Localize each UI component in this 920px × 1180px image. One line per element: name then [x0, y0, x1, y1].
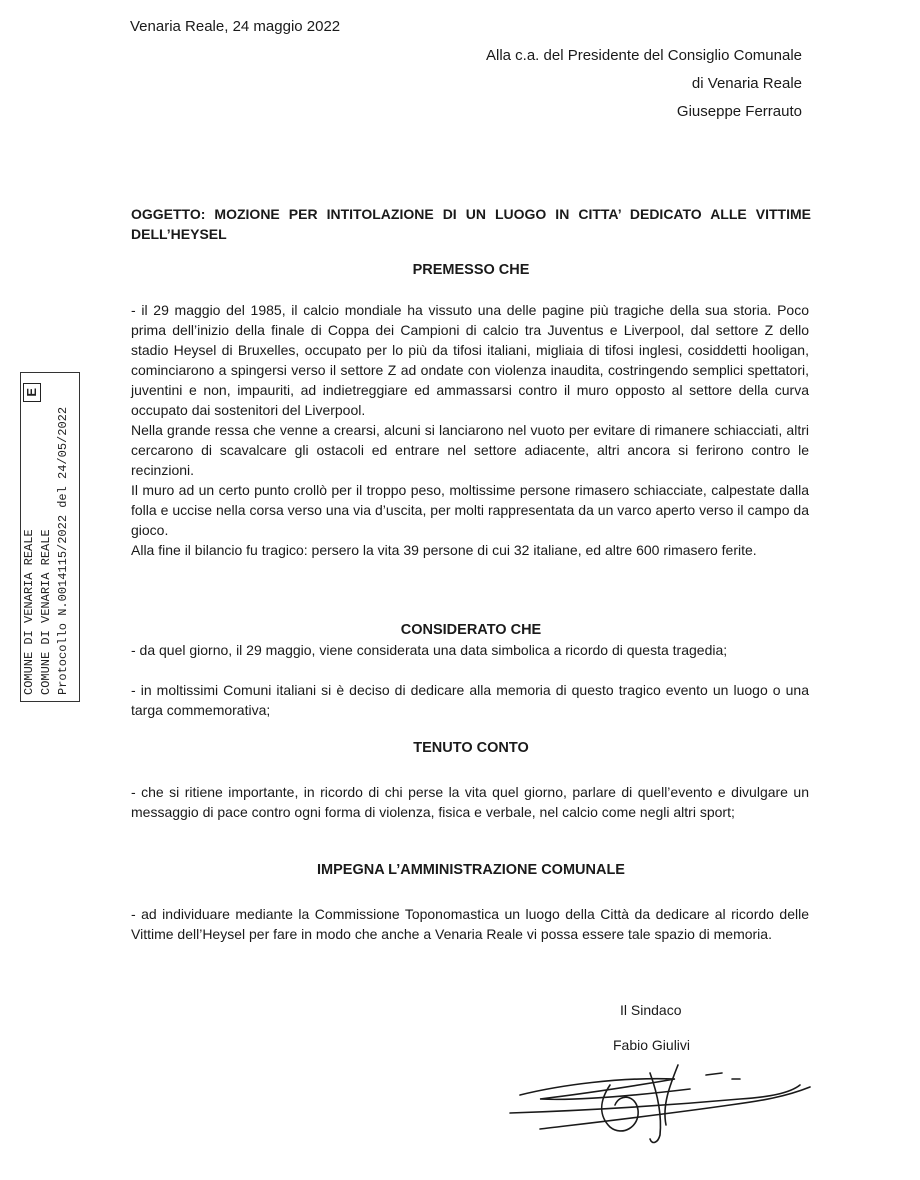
- signature-scribble: [500, 1055, 820, 1150]
- subject-line: OGGETTO: MOZIONE PER INTITOLAZIONE DI UN LUOGO IN CITTA’ DEDICATO ALLE VITTIME DELL’HEYSEL: [131, 206, 811, 242]
- paragraph: - che si ritiene importante, in ricordo di chi perse la vita quel giorno, parlare di quell’evento e divulgare un messaggio di pace contro ogni forma di violenza, fisica e verbale, nel calcio come negli altri sport;: [131, 784, 809, 820]
- paragraph: Alla fine il bilancio fu tragico: persero la vita 39 persone di cui 32 italiane, ed altre 600 rimasero ferite.: [131, 542, 757, 558]
- stamp-code: E: [23, 383, 41, 402]
- paragraph: Il muro ad un certo punto crollò per il troppo peso, moltissime persone rimasero schiacciate, calpestate dalla folla e uccise nella corsa verso una via d’uscita, per molti rappresentata da un varco aperto verso il campo da gioco.: [131, 482, 809, 538]
- recipient-line: Alla c.a. del Presidente del Consiglio Comunale: [485, 47, 802, 64]
- section-body-premesso: [131, 300, 809, 560]
- date-line: Venaria Reale, 24 maggio 2022: [130, 18, 341, 35]
- paragraph: - il 29 maggio del 1985, il calcio mondiale ha vissuto una delle pagine più tragiche della sua storia. Poco prima dell’inizio della finale di Coppa dei Campioni di calcio tra Juventus e Liverpool, dal settore Z dello stadio Heysel di Bruxelles, occupato per lo più da tifosi italiani, migliaia di tifosi inglesi, cosiddetti hooligan, cominciarono a spingersi verso il settore Z ad ondate con violenza inaudita, costringendo semplici spettatori, juventini e non, impauriti, ad indietreggiare ed ammassarsi contro il muro opposto al settore della curva occupato dai sostenitori del Liverpool.: [131, 302, 809, 418]
- section-heading-premesso: PREMESSO CHE: [412, 262, 530, 278]
- section-body-impegna: [131, 904, 809, 944]
- stamp-protocol-line: Protocollo N.0014115/2022 del 24/05/2022: [56, 406, 70, 695]
- protocol-stamp: [20, 372, 80, 702]
- closing-role: Il Sindaco: [620, 1002, 682, 1018]
- recipient-block: [486, 42, 802, 126]
- section-heading-impegna: IMPEGNA L’AMMINISTRAZIONE COMUNALE: [317, 862, 625, 878]
- paragraph: - in moltissimi Comuni italiani si è deciso di dedicare alla memoria di questo tragico evento un luogo o una targa commemorativa;: [131, 682, 809, 718]
- paragraph: - ad individuare mediante la Commissione Toponomastica un luogo della Città da dedicare al ricordo delle Vittime dell’Heysel per fare in modo che anche a Venaria Reale vi possa essere tale spazio di memoria.: [131, 906, 809, 942]
- section-heading-tenuto: TENUTO CONTO: [413, 740, 529, 756]
- section-body-tenuto: [131, 782, 809, 822]
- paragraph: - da quel giorno, il 29 maggio, viene considerata una data simbolica a ricordo di questa tragedia;: [131, 642, 728, 658]
- closing-name: Fabio Giulivi: [613, 1037, 691, 1053]
- stamp-line: COMUNE DI VENARIA REALE: [39, 529, 53, 695]
- recipient-line: Giuseppe Ferrauto: [676, 103, 802, 120]
- recipient-line: di Venaria Reale: [691, 75, 802, 92]
- section-heading-considerato: CONSIDERATO CHE: [400, 622, 542, 638]
- paragraph: Nella grande ressa che venne a crearsi, alcuni si lanciarono nel vuoto per evitare di rimanere schiacciati, altri cercarono di scavalcare gli ostacoli ed entrare nel settore adiacente, altri ancora si ferirono contro le recinzioni.: [131, 422, 809, 478]
- stamp-line: COMUNE DI VENARIA REALE: [22, 529, 36, 695]
- section-body-considerato: [131, 640, 809, 720]
